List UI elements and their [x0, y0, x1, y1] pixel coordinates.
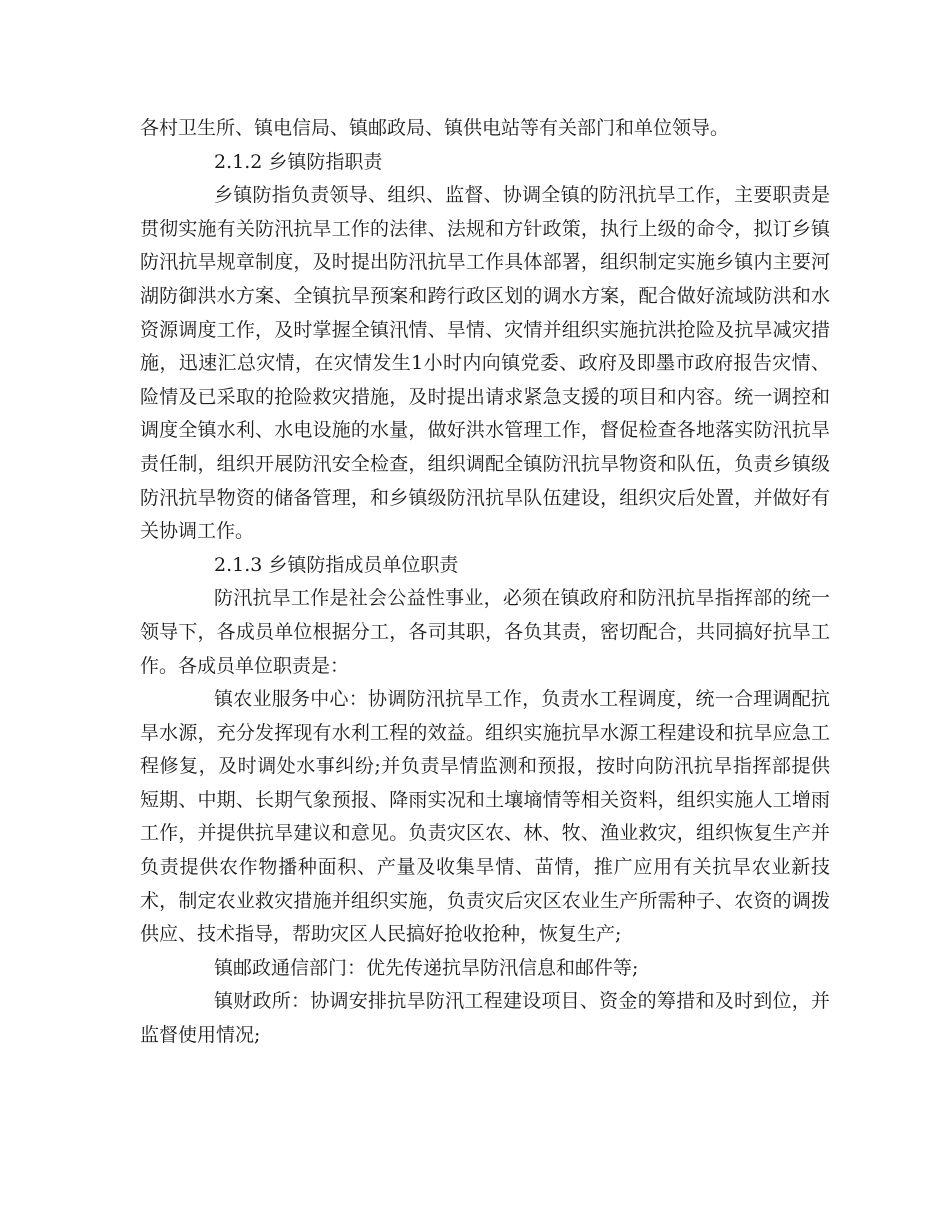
paragraph-township-duties: 乡镇防指负责领导、组织、监督、协调全镇的防汛抗旱工作，主要职责是贯彻实施有关防汛抗旱工作的法律、法规和方针政策，执行上级的命令，拟订乡镇防汛抗旱规章制度，及时提出防汛抗旱工作具体部署，组织制定实施乡镇内主要河湖防御洪水方案、全镇抗旱预案和跨行政区划的调水方案，配合做好流域防洪和水资源调度工作，及时掌握全镇汛情、旱情、灾情并组织实施抗洪抢险及抗旱减灾措施，迅速汇总灾情，在灾情发生1小时内向镇党委、政府及即墨市政府报告灾情、险情及已采取的抢险救灾措施，及时提出请求紧急支援的项目和内容。统一调控和调度全镇水利、水电设施的水量，做好洪水管理工作，督促检查各地落实防汛抗旱责任制，组织开展防汛安全检查，组织调配全镇防汛抗旱物资和队伍，负责乡镇级防汛抗旱物资的储备管理，和乡镇级防汛抗旱队伍建设，组织灾后处置，并做好有关协调工作。: [140, 184, 830, 543]
document-body: [140, 112, 830, 1053]
section-heading-2-1-2: 2.1.2 乡镇防指职责: [214, 150, 383, 173]
paragraph-postal-telecom: 镇邮政通信部门：优先传递抗旱防汛信息和邮件等;: [214, 956, 639, 979]
section-heading-2-1-3: 2.1.3 乡镇防指成员单位职责: [214, 553, 459, 576]
paragraph-agriculture-center: 镇农业服务中心：协调防汛抗旱工作，负责水工程调度，统一合理调配抗旱水源，充分发挥现有水利工程的效益。组织实施抗旱水源工程建设和抗旱应急工程修复，及时调处水事纠纷;并负责旱情监测和预报，按时向防汛抗旱指挥部提供短期、中期、长期气象预报、降雨实况和土壤墒情等相关资料，组织实施人工增雨工作，并提供抗旱建议和意见。负责灾区农、林、牧、渔业救灾，组织恢复生产并负责提供农作物播种面积、产量及收集旱情、苗情，推广应用有关抗旱农业新技术，制定农业救灾措施并组织实施，负责灾后灾区农业生产所需种子、农资的调拨供应、技术指导，帮助灾区人民搞好抢收抢种，恢复生产;: [140, 688, 830, 946]
paragraph-member-units-intro: 防汛抗旱工作是社会公益性事业，必须在镇政府和防汛抗旱指挥部的统一领导下，各成员单位根据分工，各司其职，各负其责，密切配合，共同搞好抗旱工作。各成员单位职责是：: [140, 587, 830, 677]
paragraph-finance-office: 镇财政所：协调安排抗旱防汛工程建设项目、资金的筹措和及时到位，并监督使用情况;: [140, 990, 830, 1047]
paragraph-continuation: 各村卫生所、镇电信局、镇邮政局、镇供电站等有关部门和单位领导。: [140, 117, 730, 139]
